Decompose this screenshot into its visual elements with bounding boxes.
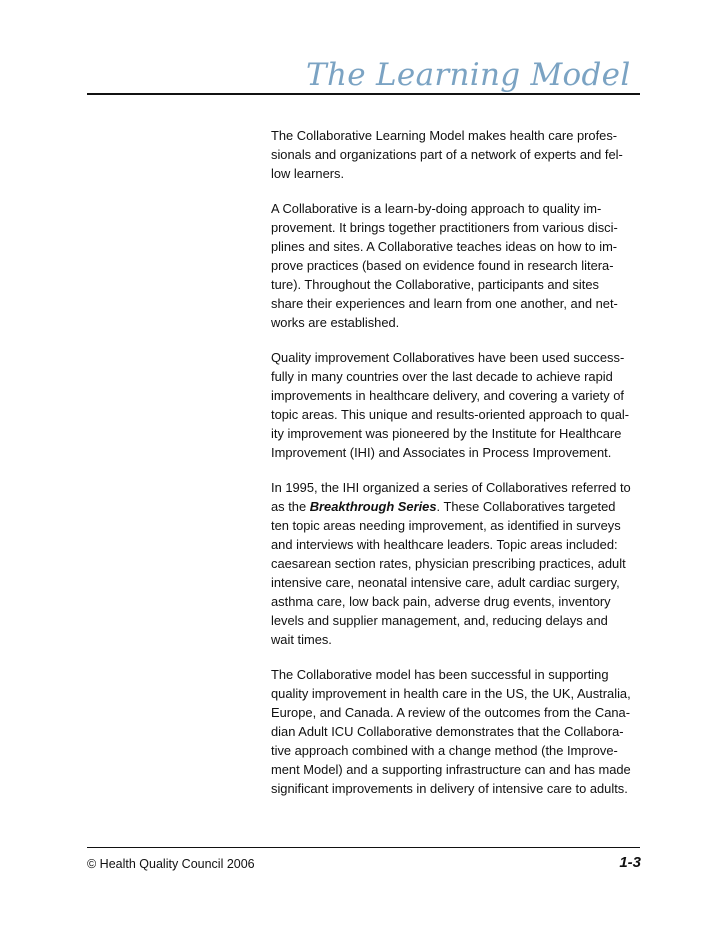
text-line: Europe, and Canada. A review of the outcomes from the Cana- — [271, 705, 630, 720]
text-fragment: . These Collaboratives targeted — [436, 499, 616, 514]
text-line: dian Adult ICU Collaborative demonstrates that the Collabora- — [271, 724, 624, 739]
paragraph-4 — [271, 478, 655, 649]
text-line: ture). Throughout the Collaborative, participants and sites — [271, 277, 599, 292]
text-line: levels and supplier management, and, reducing delays and — [271, 613, 608, 628]
body-text — [271, 126, 655, 814]
text-line: ten topic areas needing improvement, as identified in surveys — [271, 518, 621, 533]
text-line: significant improvements in delivery of intensive care to adults. — [271, 781, 628, 796]
text-line: prove practices (based on evidence found in research litera- — [271, 258, 614, 273]
text-line: provement. It brings together practitioners from various disci- — [271, 220, 618, 235]
text-line: topic areas. This unique and results-oriented approach to qual- — [271, 407, 630, 422]
text-line: quality improvement in health care in the US, the UK, Australia, — [271, 686, 631, 701]
text-line: works are established. — [271, 315, 400, 330]
text-line: and interviews with healthcare leaders. Topic areas included: — [271, 537, 618, 552]
text-line: share their experiences and learn from one another, and net- — [271, 296, 618, 311]
text-line: improvements in healthcare delivery, and covering a variety of — [271, 388, 624, 403]
text-line: In 1995, the IHI organized a series of Collaboratives referred to — [271, 480, 631, 495]
page-number: 1-3 — [619, 854, 641, 871]
text-line: ity improvement was pioneered by the Institute for Healthcare — [271, 426, 622, 441]
paragraph-5 — [271, 665, 655, 798]
text-line: intensive care, neonatal intensive care, adult cardiac surgery, — [271, 575, 620, 590]
text-line: tive approach combined with a change method (the Improve- — [271, 743, 618, 758]
text-line: A Collaborative is a learn-by-doing approach to quality im- — [271, 201, 602, 216]
text-line: wait times. — [271, 632, 332, 647]
text-line: fully in many countries over the last decade to achieve rapid — [271, 369, 613, 384]
text-line: low learners. — [271, 166, 345, 181]
breakthrough-series-emphasis: Breakthrough Series — [309, 499, 437, 514]
paragraph-3 — [271, 348, 655, 462]
text-line: ment Model) and a supporting infrastructure can and has made — [271, 762, 631, 777]
title-rule — [87, 93, 640, 95]
page-title: The Learning Model — [306, 57, 631, 93]
text-line-with-emphasis — [271, 497, 655, 516]
text-line: asthma care, low back pain, adverse drug events, inventory — [271, 594, 611, 609]
footer-copyright: © Health Quality Council 2006 — [87, 857, 255, 871]
paragraph-2 — [271, 199, 655, 332]
text-line: caesarean section rates, physician prescribing practices, adult — [271, 556, 626, 571]
text-line: The Collaborative model has been successful in supporting — [271, 667, 609, 682]
text-fragment: as the — [271, 499, 310, 514]
text-line: Quality improvement Collaboratives have been used success- — [271, 350, 625, 365]
text-line: plines and sites. A Collaborative teaches ideas on how to im- — [271, 239, 618, 254]
paragraph-1 — [271, 126, 655, 183]
text-line: sionals and organizations part of a network of experts and fel- — [271, 147, 623, 162]
text-line: Improvement (IHI) and Associates in Process Improvement. — [271, 445, 612, 460]
footer-rule — [87, 847, 640, 848]
text-line: The Collaborative Learning Model makes health care profes- — [271, 128, 618, 143]
